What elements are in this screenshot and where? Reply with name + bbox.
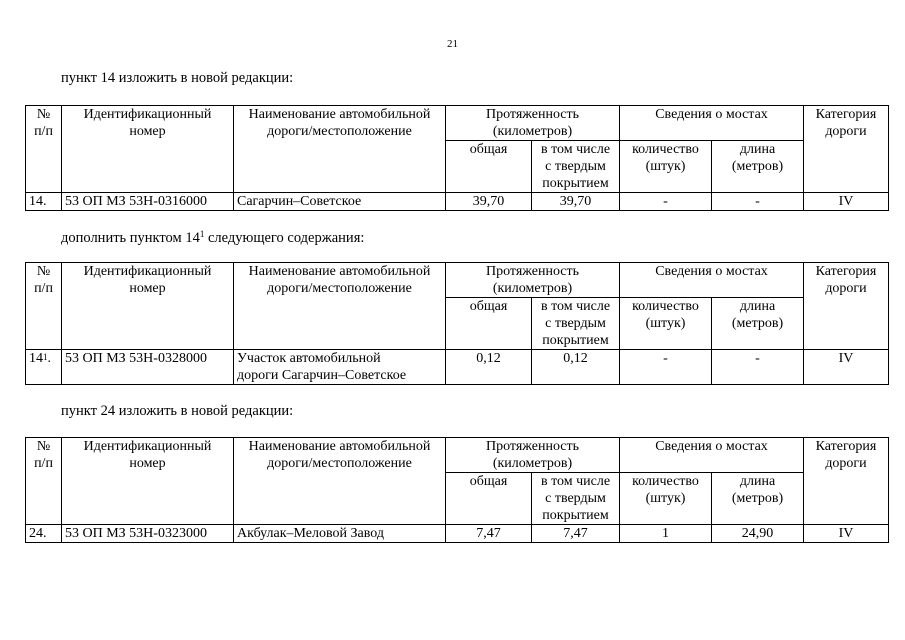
row-length-total: 39,70 [446,193,532,211]
header-length-text: Протяженность (километров) [485,107,580,139]
header-bridges [620,106,804,141]
row-length-hard: 0,12 [532,350,620,385]
row-category: IV [804,525,889,543]
row-name [234,350,446,385]
header-bridges-count [620,298,712,350]
header-num-text: № п/п [34,264,53,296]
header-bridges-length-text: длина (метров) [731,142,784,174]
header-num [26,106,62,193]
header-length-hard-text: в том числе с твердым покрытием [540,299,611,348]
road-table-1 [25,105,889,211]
road-table-3 [25,437,889,543]
section-1-intro: пункт 14 изложить в новой редакции: [61,70,294,86]
header-length-text: Протяженность (километров) [485,439,580,471]
row-name: Акбулак–Меловой Завод [234,525,446,543]
header-bridges-length [712,141,804,193]
header-name [234,438,446,525]
row-length-hard: 7,47 [532,525,620,543]
row-name-text: Участок автомобильной дороги Сагарчин–Советское [237,351,407,383]
header-bridges-count-text: количество (штук) [632,474,699,506]
section-2-intro-sup: 1 [199,229,205,239]
header-name-text: Наименование автомобильной дороги/местоположение [248,107,431,139]
row-category: IV [804,350,889,385]
row-num: 24. [26,525,62,543]
table-row [26,193,889,211]
header-bridges-length [712,298,804,350]
header-id-text: Идентификационный номер [83,107,212,139]
header-category [804,438,889,525]
header-num-text: № п/п [34,107,53,139]
row-length-total: 0,12 [446,350,532,385]
table-row [26,350,889,385]
header-length-hard-text: в том числе с твердым покрытием [540,142,611,191]
header-bridges-length-text: длина (метров) [731,474,784,506]
header-id-text: Идентификационный номер [83,264,212,296]
header-id [62,106,234,193]
road-table-2 [25,262,889,385]
header-name-text: Наименование автомобильной дороги/местоположение [248,264,431,296]
row-category: IV [804,193,889,211]
section-2-intro [61,230,364,247]
header-category [804,106,889,193]
row-bridges-count: - [620,350,712,385]
header-id-text: Идентификационный номер [83,439,212,471]
section-2-intro-before: дополнить пунктом 14 [61,230,200,246]
header-bridges-count [620,141,712,193]
row-bridges-count: - [620,193,712,211]
row-length-hard: 39,70 [532,193,620,211]
header-category [804,263,889,350]
row-id: 53 ОП МЗ 53Н-0323000 [62,525,234,543]
row-bridges-length: - [712,193,804,211]
header-category-text: Категория дороги [815,107,877,139]
section-3-intro: пункт 24 изложить в новой редакции: [61,403,294,419]
header-name-text: Наименование автомобильной дороги/местоположение [248,439,431,471]
row-num: 14. [26,193,62,211]
row-id: 53 ОП МЗ 53Н-0328000 [62,350,234,385]
header-bridges-length [712,473,804,525]
header-length-text: Протяженность (километров) [485,264,580,296]
header-bridges-count [620,473,712,525]
row-bridges-length: - [712,350,804,385]
header-length-total: общая [446,473,532,525]
section-2-intro-after: следующего содержания: [204,230,365,246]
row-num-sup: 1 [43,352,48,362]
header-name [234,263,446,350]
row-bridges-length: 24,90 [712,525,804,543]
header-bridges-text: Сведения о мостах [655,264,768,279]
header-length-hard [532,298,620,350]
header-length-hard-text: в том числе с твердым покрытием [540,474,611,523]
header-bridges-text: Сведения о мостах [655,107,768,122]
header-bridges [620,438,804,473]
header-length [446,263,620,298]
row-name: Сагарчин–Советское [234,193,446,211]
header-category-text: Категория дороги [815,264,877,296]
header-bridges [620,263,804,298]
header-bridges-count-text: количество (штук) [632,299,699,331]
table-row [26,525,889,543]
header-length-total: общая [446,298,532,350]
header-num-text: № п/п [34,439,53,471]
header-id [62,263,234,350]
header-name [234,106,446,193]
row-length-total: 7,47 [446,525,532,543]
header-bridges-length-text: длина (метров) [731,299,784,331]
header-bridges-count-text: количество (штук) [632,142,699,174]
row-bridges-count: 1 [620,525,712,543]
header-num [26,438,62,525]
header-length [446,106,620,141]
row-num [26,350,62,385]
header-length-total: общая [446,141,532,193]
header-length-hard [532,141,620,193]
row-id: 53 ОП МЗ 53Н-0316000 [62,193,234,211]
row-num-main: 14 [29,351,43,366]
header-length [446,438,620,473]
header-num [26,263,62,350]
page-number: 21 [447,38,458,50]
header-bridges-text: Сведения о мостах [655,439,768,454]
row-num-after: . [47,351,51,366]
header-id [62,438,234,525]
header-category-text: Категория дороги [815,439,877,471]
header-length-hard [532,473,620,525]
